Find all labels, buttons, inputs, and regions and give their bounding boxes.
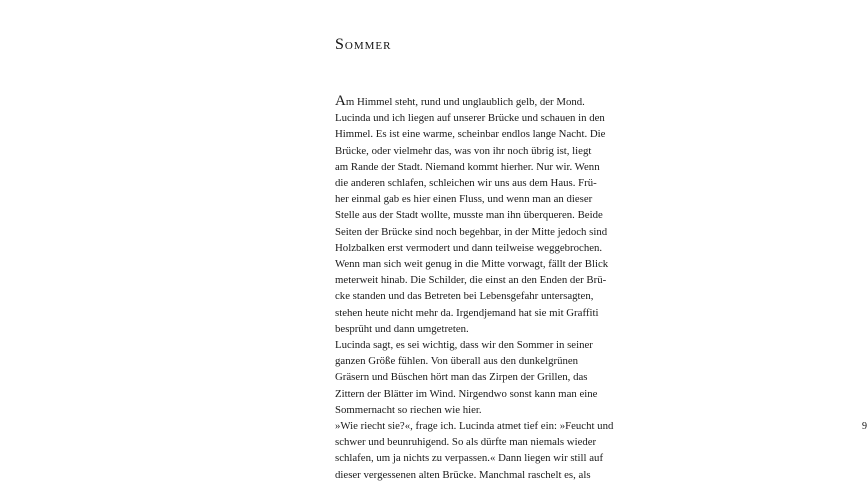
text-line-17: ganzen Größe fühlen. Von überall aus den dunkelgrünen (335, 355, 579, 368)
text-line-2: Lucinda und ich liegen auf unserer Brücke und schauen in den (335, 112, 605, 125)
chapter-title: Sommer (335, 36, 392, 53)
blank-left-page (0, 0, 300, 456)
text-line-10: Holzbalken erst vermodert und dann teilweise weggebrochen. (335, 241, 603, 254)
text-line-6: die anderen schlafen, schleichen wir uns aus dem Haus. Frü- (335, 177, 597, 190)
text-line-24: dieser vergessenen alten Brücke. Manchmal raschelt es, als (335, 468, 591, 481)
text-line-16: Lucinda sagt, es sei wichtig, dass wir den Sommer in seiner (335, 339, 593, 352)
text-line-9: Seiten der Brücke sind noch begehbar, in der Mitte jedoch sind (335, 225, 608, 238)
drop-cap: A (335, 93, 346, 109)
text-line-19: Zittern der Blätter im Wind. Nirgendwo sonst kann man eine (335, 387, 598, 400)
text-line-8: Stelle aus der Stadt wollte, musste man ihn überqueren. Beide (335, 209, 603, 222)
text-line-5: am Rande der Stadt. Niemand kommt hierher. Nur wir. Wenn (335, 160, 600, 173)
text-line-4: Brücke, oder vielmehr das, was von ihr noch übrig ist, liegt (335, 144, 592, 157)
text-line-14: stehen heute nicht mehr da. Irgendjemand hat sie mit Graffiti (335, 306, 599, 319)
body-text (335, 93, 614, 483)
text-line-1: Am Himmel steht, rund und unglaublich gelb, der Mond. (335, 93, 585, 109)
right-page (300, 0, 867, 481)
text-line-3: Himmel. Es ist eine warme, scheinbar endlos lange Nacht. Die (335, 128, 606, 141)
text-line-12: meterweit hinab. Die Schilder, die einst an den Enden der Brü- (335, 274, 607, 287)
text-line-13: cke standen und das Betreten bei Lebensgefahr untersagten, (335, 290, 594, 303)
text-line-23: schlafen, um ja nichts zu verpassen.« Dann liegen wir still auf (335, 452, 604, 465)
text-line-22: schwer und beunruhigend. So als dürfte man niemals wieder (335, 436, 597, 449)
text-line-20: Sommernacht so riechen wie hier. (335, 403, 482, 416)
text-line-18: Gräsern und Büschen hört man das Zirpen der Grillen, das (335, 371, 588, 384)
text-line-7: her einmal gab es hier einen Fluss, und wenn man an dieser (335, 193, 593, 206)
text-line-21: »Wie riecht sie?«, frage ich. Lucinda atmet tief ein: »Feucht und (335, 420, 614, 433)
page-number: 9 (862, 421, 867, 432)
text-line-15: besprüht und dann umgetreten. (335, 322, 469, 335)
text-line-11: Wenn man sich weit genug in die Mitte vorwagt, fällt der Blick (335, 258, 609, 271)
